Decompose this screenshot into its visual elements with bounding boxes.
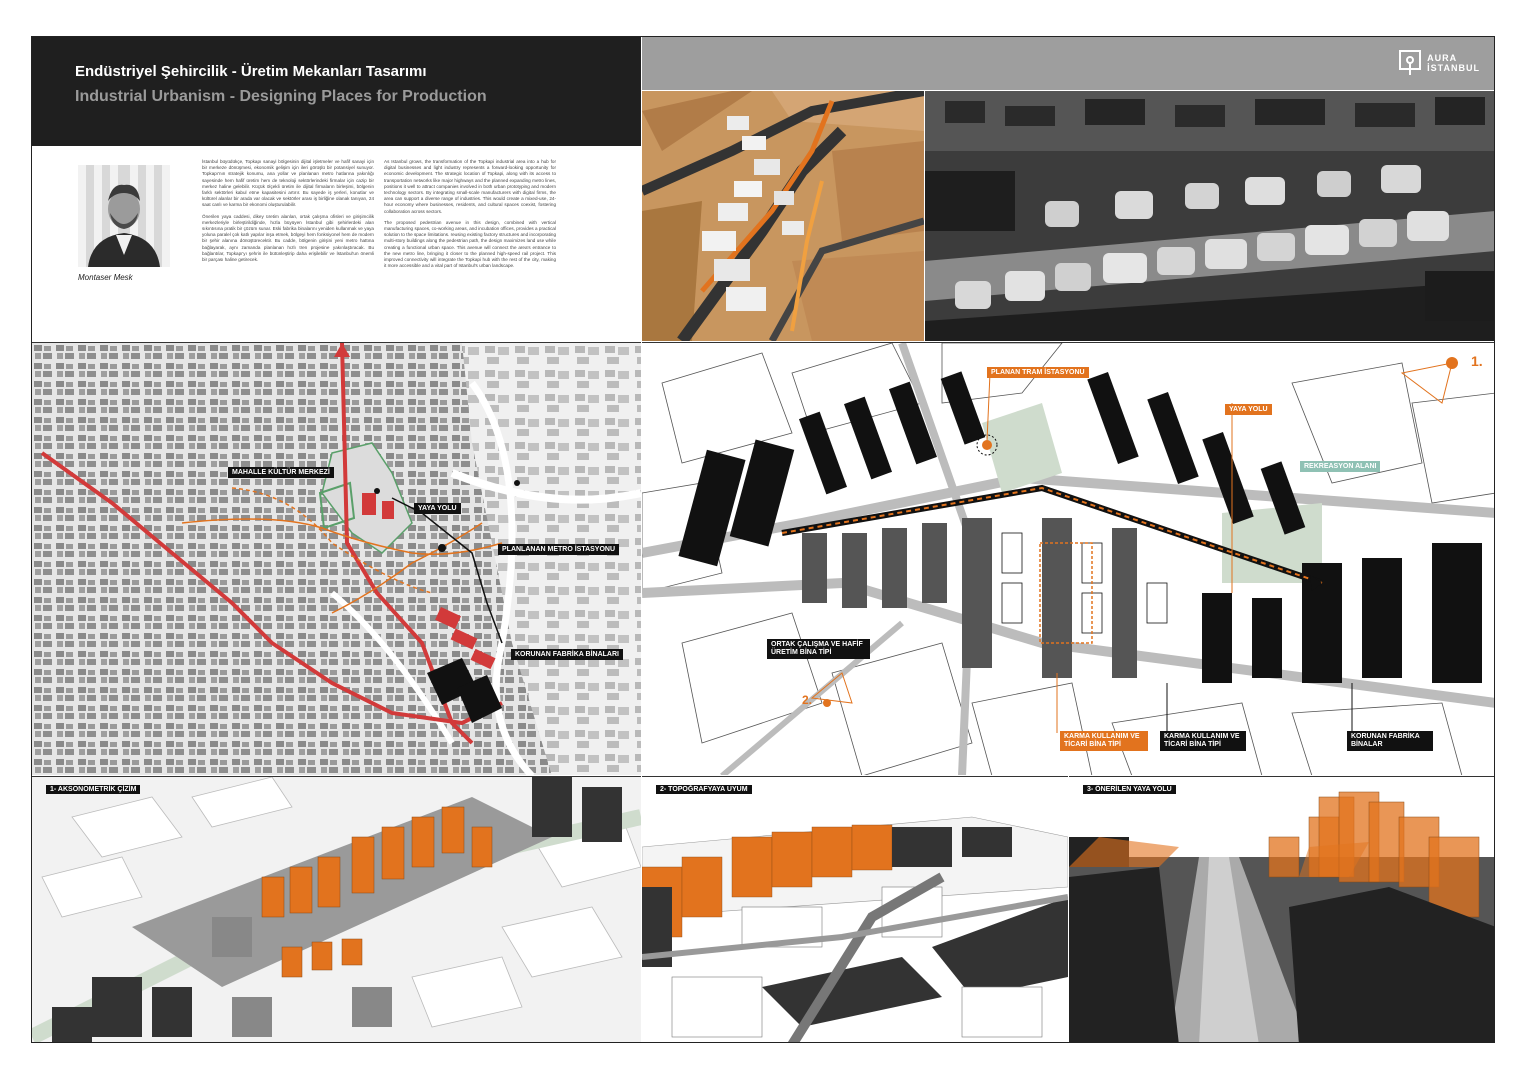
axonometric-view (32, 776, 641, 1043)
view-1-title: 1- AKSONOMETRİK ÇİZİM (46, 785, 140, 794)
title-turkish: Endüstriyel Şehircilik - Üretim Mekanları Tasarımı (75, 63, 427, 80)
site-context-map-drawing (32, 343, 641, 775)
title-english: Industrial Urbanism - Designing Places for Production (75, 88, 487, 105)
label-protected-factory-buildings: KORUNAN FABRİKA BİNALARI (511, 649, 623, 660)
presentation-board (31, 36, 1495, 1043)
author-name: Montaser Mesk (78, 273, 133, 282)
model-photo-grayscale-image (925, 91, 1495, 341)
masterplan-map (642, 342, 1495, 775)
label-protected-factories-right: KORUNAN FABRİKA BİNALAR (1347, 731, 1433, 751)
aura-istanbul-logo (1399, 50, 1480, 76)
label-coworking-building-type: ORTAK ÇALIŞMA VE HAFİF ÜRETİM BİNA TİPİ (767, 639, 870, 659)
label-planned-tram-station: PLANAN TRAM İSTASYONU (987, 367, 1089, 378)
label-mixed-use-orange: KARMA KULLANIM VE TİCARİ BİNA TİPİ (1060, 731, 1148, 751)
text-column-english (384, 159, 556, 274)
author-portrait (78, 165, 170, 267)
model-photo-grayscale (925, 91, 1495, 341)
logo-line-1: AURA (1427, 53, 1458, 63)
model-photo-color-image (642, 91, 924, 341)
label-mixed-use-black: KARMA KULLANIM VE TİCARİ BİNA TİPİ (1160, 731, 1246, 751)
turkish-paragraph-1: İstanbul büyüdükçe, Topkapı sanayi bölgesinin dijital işletmeler ve hafif sanayi için bir merkeze dönüşmesi, ekonomik gelişim için ileri görüşlü bir potansiyel sunuyor. Topkapı'nın stratejik konumu, ana yollar ve planlanan metro hatlarına yakınlığı sayesinde hem hafif üretim hem de teknoloji sektörlerindeki firmalar için cazip bir merkez haline gelebilir. Küçük ölçekli üretim ile dijital firmaların birleşimi, bölgenin farklı sektörleri kabul etme kapasitesini artırır. Bu sayede iş yerleri, konutlar ve kültürel alanlar bir arada var olacak ve sektörler arası iş birliğine olanak tanıyan, 24 saat canlı ve karma bir ekonomi oluşturulabilir. (202, 159, 374, 208)
header-strip (642, 37, 1495, 90)
topography-view (642, 776, 1068, 1043)
title-bar (32, 37, 641, 146)
pedestrian-avenue-view (1069, 776, 1495, 1043)
axonometric-drawing (32, 777, 641, 1043)
label-pedestrian-path: YAYA YOLU (414, 503, 461, 514)
model-photo-color (642, 91, 924, 341)
label-culture-center: MAHALLE KÜLTÜR MERKEZİ (228, 467, 334, 478)
topography-drawing (642, 777, 1068, 1043)
label-planned-metro-station: PLANLANAN METRO İSTASYONU (498, 544, 619, 555)
info-panel (32, 147, 641, 341)
label-pedestrian-path-right: YAYA YOLU (1225, 404, 1272, 415)
english-paragraph-2: The proposed pedestrian avenue in this design, combined with vertical manufacturing spaces, co-working areas, and incubation offices, provides a practical solution to the space limitations. reusing existing factory structures and incorporating multi-story buildings along the pedestrian path, the design maximizes land use while creating a functional urban space. This avenue will connect the area's entrance to the new metro line, bringing it closer to the planned high-speed rail project. This improved connectivity will integrate the Topkapi hub with the rest of the city, making it more accessible and a vital part of Istanbul's urban landscape. (384, 219, 556, 269)
pedestrian-avenue-drawing (1069, 777, 1495, 1043)
english-paragraph-1: As Istanbul grows, the transformation of the Topkapi industrial area into a hub for digital businesses and light industry represents a forward-looking opportunity for economic development. The strategic location of Topkapi, along with its access to transportation networks like major highways and the planned expanding metro lines, positions it well to attract companies involved in both urban prototyping and modern technology sectors. By integrating small-scale manufacturers with digital firms, the area can support a diverse range of industries. This would create a mixed-use, 24-hour economy where businesses, residents, and cultural spaces coexist, fostering collaboration across sectors. (384, 159, 556, 214)
view-3-title: 3- ÖNERİLEN YAYA YOLU (1083, 785, 1176, 794)
logo-mark-icon (1399, 50, 1421, 76)
viewpoint-1-label: 1. (1471, 353, 1483, 369)
site-context-map (32, 342, 641, 775)
text-column-turkish (202, 159, 374, 268)
logo-line-2: İSTANBUL (1427, 63, 1480, 73)
turkish-paragraph-2: Önerilen yaya caddesi, dikey üretim alanları, ortak çalışma ofisleri ve girişimcilik merkezleriyle birleştirildiğinde, hızla büyüyen İstanbul gibi şehirlerdeki alan sıkıntısına pratik bir çözüm sunar. Eski fabrika binalarını yeniden kullanmak ve yaya yoluna paralel çok katlı yapılar inşa etmek, bölgeyi hem fonksiyonel hem de modern bir şehir alanına dönüştürecektir. Bu cadde, bölgenin girişini yeni metro hattına bağlayarak, aynı zamanda planlanan hızlı tren projesine yakınlaştıracak. Bu bağlantılar, Topkapı'yı şehrin ile bütünleştirip daha erişilebilir ve İstanbul'un önemli bir parçası haline getirecek. (202, 213, 374, 263)
view-2-title: 2- TOPOĞRAFYAYA UYUM (656, 785, 752, 794)
viewpoint-2-label: 2. (802, 693, 813, 707)
masterplan-map-drawing (642, 343, 1495, 775)
label-recreation-area: REKREASYON ALANI (1300, 461, 1380, 472)
